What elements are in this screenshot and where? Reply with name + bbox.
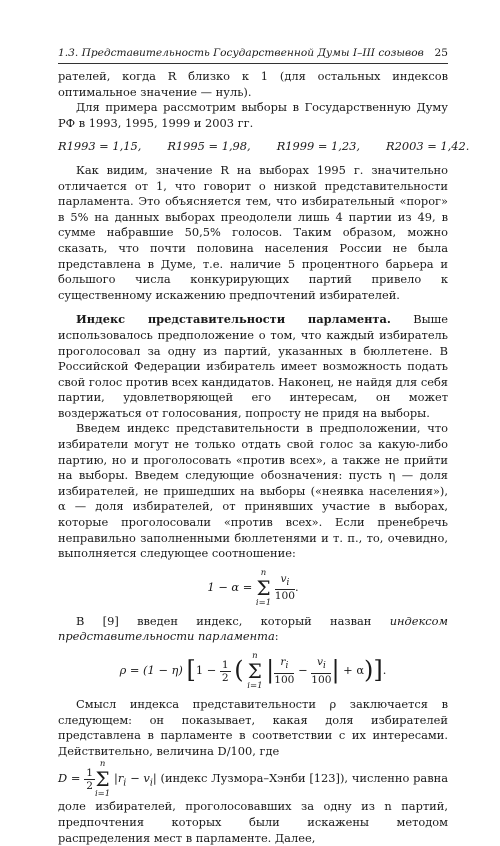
paragraph-4 bbox=[58, 312, 448, 421]
index-name: индексом представительности парламента bbox=[58, 613, 448, 644]
page-number: 25 bbox=[434, 47, 448, 59]
paragraph-5: Введем индекс представительности в предположении, что избиратели могут не только отдать свой голос за какую-либо партию, но и проголосовать «против всех», а также не прийти на выборы. Введем следующие обозначения: пусть η — доля избирателей, не пришедших на выборы («неявка населения»), α — доля избирателей, от принявших участие в выборах, которые проголосовали «против всех». Если пренебречь неправильно заполненными бюллетенями и т. п., то, очевидно, выполняется следующее соотношение: bbox=[58, 421, 448, 561]
running-head bbox=[58, 46, 448, 60]
r-1993: R1993 = 1,15, bbox=[58, 139, 142, 154]
equation-2: ρ = (1 − η) [1 − $\frac{1}{2}$ ( n Σ i=1 | $\frac{r_i}{100}$ − $\frac{v_i}{100}$ | + α)]. bbox=[119, 651, 387, 691]
paragraph-4-text: Выше использовалось предположение о том, что каждый избиратель проголосовал за одну из партий, указанных в бюллетене. В Российской Федерации избиратель имеет возможность подать свой голос против всех кандидатов. Наконец, не найдя для себя партии, удовлетворяющей его интересам, он может воздержаться от голосования, попросту не придя на выборы. bbox=[58, 312, 448, 420]
equation-1: 1 − α = n Σ i=1 $\frac{v_i}{100}$ . bbox=[207, 567, 299, 608]
paragraph-2: Для примера рассмотрим выборы в Государственную Думу РФ в 1993, 1995, 1999 и 2003 гг. bbox=[58, 100, 448, 130]
paragraph-3: Как видим, значение R на выборах 1995 г. значительно отличается от 1, что говорит о низкой представительности парламента. Это объясняется тем, что избирательный «порог» в 5% на данных выборах преодолели лишь 4 партии из 49, в сумме набравшие 50,5% голосов. Таким образом, можно сказать, что почти половина населения России не была представлена в Думе, т.е. наличие 5 процентного барьера и большого числа конкурирующих партий привело к существенному искажению предпочтений избирателей. bbox=[58, 162, 448, 302]
r-values-display bbox=[58, 139, 470, 155]
page-body bbox=[58, 69, 470, 846]
paragraph-7: Смысл индекса представительности ρ заключается в следующем: он показывает, какая доля избирателей представлена в парламенте в соответствии с их интересами. Действительно, величина D/100, где bbox=[58, 697, 448, 758]
r-1999: R1999 = 1,23, bbox=[276, 139, 361, 154]
running-title: 1.3. Представительность Государственной Думы I–III созывов bbox=[58, 47, 424, 59]
paragraph-7-cont: D = $\frac{1}{2}$ n Σ i=1 $|r_i - v_i|$ (индекс Лузмора–Хэнби [123]), численно равна доле избирателей, проголосовавших за одну из n партий, предпочтения которых были искажены методом распределения мест в парламенте. Далее, bbox=[58, 759, 448, 845]
r-2003: R2003 = 1,42. bbox=[386, 139, 470, 154]
paragraph-1: рателей, когда R близко к 1 (для остальных индексов оптимальное значение — нуль). bbox=[58, 69, 448, 99]
section-heading: Индекс представительности парламента. bbox=[76, 312, 391, 327]
paragraph-6: В [9] введен индекс, который назван индексом представительности парламента: bbox=[58, 613, 448, 644]
r-1995: R1995 = 1,98, bbox=[167, 139, 251, 154]
header-rule bbox=[58, 63, 448, 64]
